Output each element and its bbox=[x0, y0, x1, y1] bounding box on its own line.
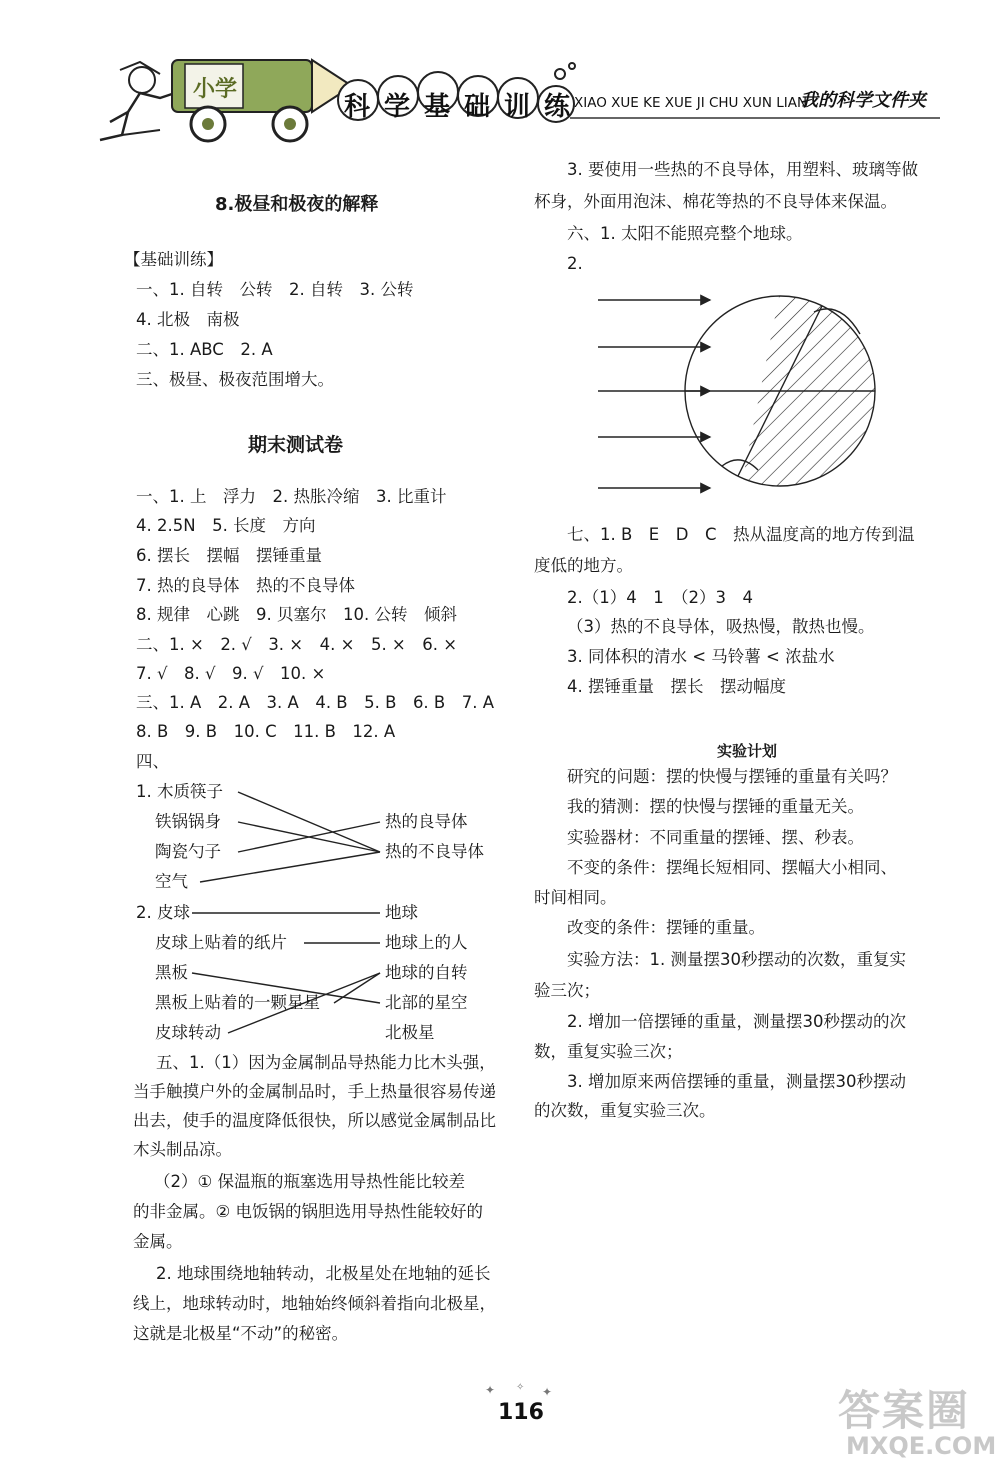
exam-line: 8. B 9. B 10. C 11. B 12. A bbox=[136, 722, 396, 741]
matching-lines bbox=[0, 0, 520, 1060]
answer-para-line: 出去，使手的温度降低很快，所以感觉金属制品比 bbox=[133, 1111, 496, 1130]
watermark-text: 答案圈 bbox=[838, 1386, 971, 1435]
plan-line: 研究的问题：摆的快慢与摆锤的重量有关吗？ bbox=[567, 767, 897, 786]
match2-right-item: 地球上的人 bbox=[385, 933, 468, 952]
page-footer bbox=[460, 1380, 580, 1440]
experiment-plan-title: 实验计划 bbox=[717, 742, 778, 760]
match2-left-item: 皮球上贴着的纸片 bbox=[155, 933, 287, 952]
exam-line: 四、 bbox=[136, 752, 169, 771]
exam-line: 三、1. A 2. A 3. A 4. B 5. B 6. B 7. A bbox=[136, 693, 495, 712]
match2-right-item: 北极星 bbox=[385, 1023, 435, 1042]
pinyin-title: XIAO XUE KE XUE JI CHU XUN LIAN bbox=[574, 95, 808, 111]
match2-left-item: 2. 皮球 bbox=[136, 903, 190, 922]
night-side-shading bbox=[740, 292, 890, 492]
basic-line: 二、1. ABC 2. A bbox=[136, 340, 273, 359]
match2-left-item: 黑板 bbox=[155, 963, 188, 982]
match1-right-item: 热的良导体 bbox=[385, 812, 468, 831]
plan-line: 改变的条件：摆锤的重量。 bbox=[567, 918, 765, 937]
answer-para-line: 线上，地球转动时，地轴始终倾斜着指向北极星， bbox=[133, 1294, 496, 1313]
right-top-line: 2. bbox=[567, 254, 583, 273]
q7-line: 度低的地方。 bbox=[534, 556, 633, 575]
exam-line: 二、1. × 2. √ 3. × 4. × 5. × 6. × bbox=[136, 635, 458, 654]
answer-para-line: 当手触摸户外的金属制品时，手上热量很容易传递 bbox=[133, 1082, 496, 1101]
exam-line: 一、1. 上 浮力 2. 热胀冷缩 3. 比重计 bbox=[136, 487, 447, 506]
tagline: 我的科学文件夹 bbox=[800, 90, 926, 111]
svg-text:✦: ✦ bbox=[485, 1383, 496, 1397]
basic-line: 4. 北极 南极 bbox=[136, 310, 240, 329]
exam-line: 8. 规律 心跳 9. 贝塞尔 10. 公转 倾斜 bbox=[136, 605, 457, 624]
answer-para-line: （2）① 保温瓶的瓶塞选用导热性能比较差 bbox=[154, 1172, 466, 1191]
q7-line: 2.（1）4 1 （2）3 4 bbox=[567, 588, 753, 607]
svg-text:✦: ✦ bbox=[542, 1385, 553, 1399]
plan-line: 验三次； bbox=[534, 981, 600, 1000]
final-exam-title: 期末测试卷 bbox=[248, 434, 344, 456]
exam-line: 7. √ 8. √ 9. √ 10. × bbox=[136, 664, 326, 683]
exam-line: 4. 2.5N 5. 长度 方向 bbox=[136, 516, 316, 535]
answer-para-line: 金属。 bbox=[133, 1232, 183, 1251]
plan-line: 实验器材：不同重量的摆锤、摆、秒表。 bbox=[567, 828, 864, 847]
basic-line: 三、极昼、极夜范围增大。 bbox=[136, 370, 334, 389]
answer-para-line: 2. 地球围绕地轴转动，北极星处在地轴的延长 bbox=[156, 1264, 491, 1283]
plan-line: 时间相同。 bbox=[534, 888, 617, 907]
plan-line: 数，重复实验三次； bbox=[534, 1042, 683, 1061]
right-top-line: 杯身，外面用泡沫、棉花等热的不良导体来保温。 bbox=[534, 192, 897, 211]
plan-line: 2. 增加一倍摆锤的重量，测量摆30秒摆动的次 bbox=[567, 1012, 906, 1031]
page-number: 116 bbox=[498, 1400, 544, 1425]
sunlight-earth-diagram bbox=[590, 282, 890, 504]
basic-line: 一、1. 自转 公转 2. 自转 3. 公转 bbox=[136, 280, 414, 299]
q7-line: 3. 同体积的清水 < 马铃薯 < 浓盐水 bbox=[567, 647, 835, 666]
right-top-line: 六、1. 太阳不能照亮整个地球。 bbox=[567, 224, 803, 243]
match2-right-item: 北部的星空 bbox=[385, 993, 468, 1012]
match2-left-item: 皮球转动 bbox=[155, 1023, 221, 1042]
right-top-line: 3. 要使用一些热的不良导体，用塑料、玻璃等做 bbox=[567, 160, 918, 179]
plan-line: 3. 增加原来两倍摆锤的重量，测量摆30秒摆动 bbox=[567, 1072, 906, 1091]
match2-right-item: 地球 bbox=[385, 903, 418, 922]
book-title-part2: 科学基础训练 bbox=[344, 92, 585, 122]
exam-line: 7. 热的良导体 热的不良导体 bbox=[136, 576, 355, 595]
q7-line: 4. 摆锤重量 摆长 摆动幅度 bbox=[567, 677, 786, 696]
answer-para-line: 这就是北极星“不动”的秘密。 bbox=[133, 1324, 349, 1343]
match1-left-item: 铁锅锅身 bbox=[155, 812, 221, 831]
sunlight-arrows bbox=[598, 300, 710, 488]
plan-line: 我的猜测：摆的快慢与摆锤的重量无关。 bbox=[567, 797, 864, 816]
exam-line: 6. 摆长 摆幅 摆锤重量 bbox=[136, 546, 322, 565]
q7-line: 七、1. B E D C 热从温度高的地方传到温 bbox=[567, 525, 915, 544]
basic-training-label: 【基础训练】 bbox=[124, 250, 223, 269]
match2-right-item: 地球的自转 bbox=[385, 963, 468, 982]
watermark-url: MXQE.COM bbox=[846, 1432, 997, 1460]
section-8-title: 8.极昼和极夜的解释 bbox=[215, 194, 379, 215]
answer-para-line: 五、1.（1）因为金属制品导热能力比木头强， bbox=[156, 1053, 496, 1072]
answer-para-line: 木头制品凉。 bbox=[133, 1140, 232, 1159]
plan-line: 的次数，重复实验三次。 bbox=[534, 1101, 716, 1120]
q7-line: （3）热的不良导体，吸热慢，散热也慢。 bbox=[567, 617, 875, 636]
match1-left-item: 1. 木质筷子 bbox=[136, 782, 223, 801]
plan-line: 不变的条件：摆绳长短相同、摆幅大小相同、 bbox=[567, 858, 897, 877]
svg-text:✧: ✧ bbox=[516, 1382, 525, 1393]
match2-left-item: 黑板上贴着的一颗星星 bbox=[155, 993, 320, 1012]
match1-left-item: 空气 bbox=[155, 872, 188, 891]
book-title-part1: 小学 bbox=[193, 77, 238, 102]
plan-line: 实验方法：1. 测量摆30秒摆动的次数，重复实 bbox=[567, 950, 906, 969]
match1-left-item: 陶瓷勺子 bbox=[155, 842, 221, 861]
match1-right-item: 热的不良导体 bbox=[385, 842, 484, 861]
answer-para-line: 的非金属。② 电饭锅的锅胆选用导热性能较好的 bbox=[133, 1202, 484, 1221]
